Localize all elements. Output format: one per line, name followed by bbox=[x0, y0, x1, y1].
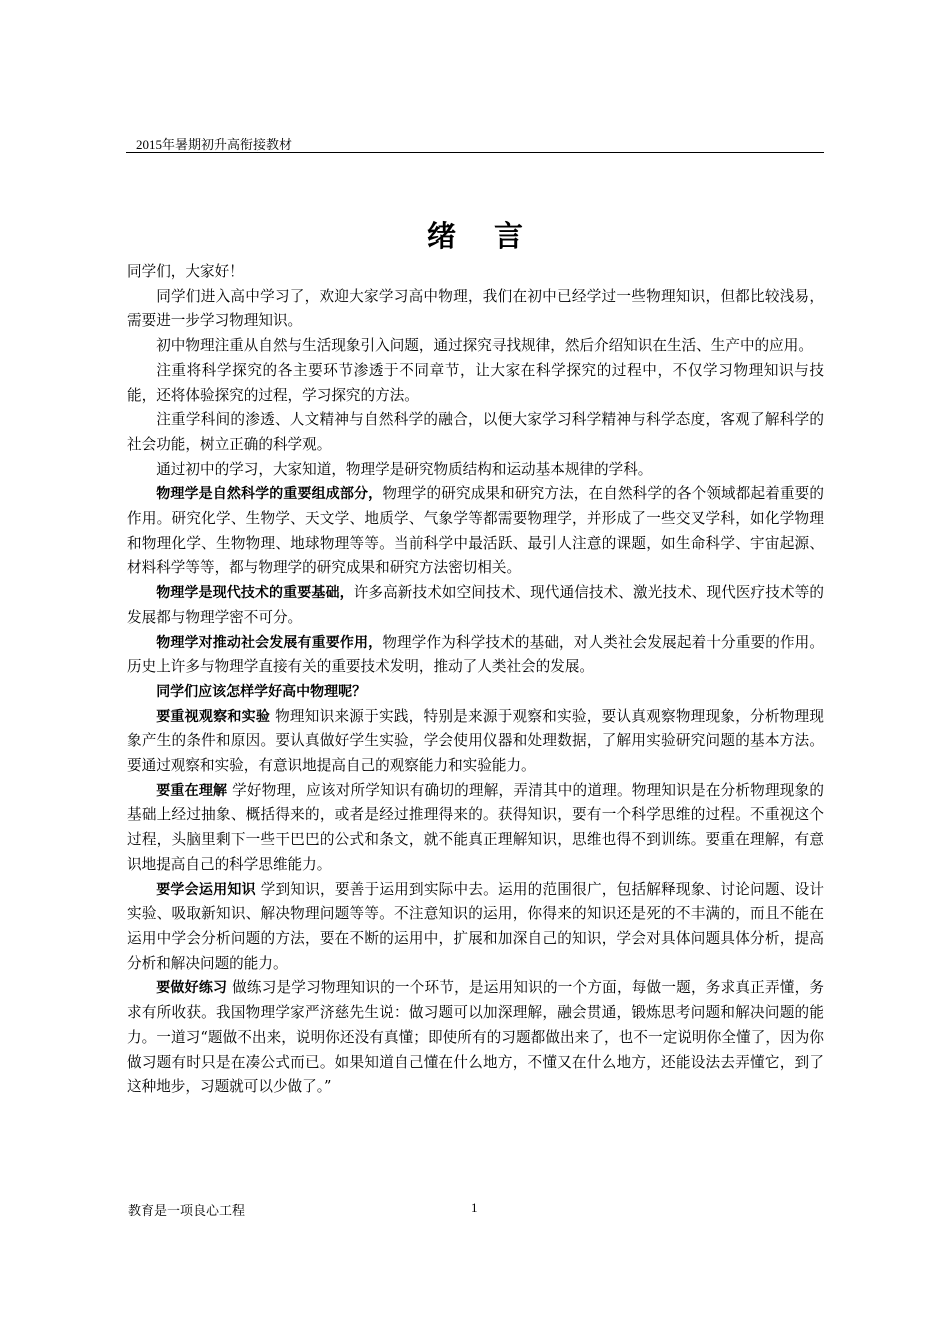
paragraph-text: 注重学科间的渗透、人文精神与自然科学的融合，以便大家学习科学精神与科学态度，客观了解科学的社会功能，树立正确的科学观。 bbox=[127, 411, 824, 453]
paragraph-text: 许多高新技术如空间技术、现代通信技术、激光技术、现代医疗技术等的发展都与物理学密不可分。 bbox=[127, 584, 824, 626]
paragraph-keyword: 同学们应该怎样学好高中物理呢？ bbox=[156, 683, 367, 700]
paragraph-5 bbox=[127, 458, 824, 483]
paragraph-keyword: 要重视观察和实验 bbox=[156, 708, 271, 725]
paragraph-exercises bbox=[127, 976, 824, 1100]
paragraph-society bbox=[127, 631, 824, 680]
body-text bbox=[127, 260, 824, 1100]
paragraph-4 bbox=[127, 408, 824, 457]
paragraph-2 bbox=[127, 334, 824, 359]
greeting: 同学们，大家好！ bbox=[127, 263, 244, 280]
paragraph-natural-science bbox=[127, 482, 824, 581]
page-title: 绪言 bbox=[426, 219, 561, 253]
paragraph-application bbox=[127, 878, 824, 977]
paragraph-keyword: 要做好练习 bbox=[156, 980, 228, 997]
paragraph-3 bbox=[127, 359, 824, 408]
paragraph-modern-tech bbox=[127, 581, 824, 630]
paragraph-text: 学好物理，应该对所学知识有确切的理解，弄清其中的道理。物理知识是在分析物理现象的基础上经过抽象、概括得来的，或者是经过推理得来的。获得知识，要有一个科学思维的过程。不重视这个过程，头脑里剩下一些干巴巴的公式和条文，就不能真正理解知识，思维也得不到训练。要重在理解，有意识地提高自己的科学思维能力。 bbox=[127, 781, 824, 873]
paragraph-keyword: 物理学是现代技术的重要基础， bbox=[156, 585, 354, 602]
paragraph-text: 同学们进入高中学习了，欢迎大家学习高中物理，我们在初中已经学过一些物理知识，但都比较浅易，需要进一步学习物理知识。 bbox=[127, 287, 824, 330]
paragraph-text: 做练习是学习物理知识的一个环节，是运用知识的一个方面，每做一题，务求真正弄懂，务求有所收获。我国物理学家严济慈先生说：做习题可以加深理解，融会贯通，锻炼思考问题和解决问题的能力。一道习“题做不出来，说明你还没有真懂；即使所有的习题都做出来了，也不一定说明你全懂了，因为你做习题有时只是在凑公式而已。如果知道自己懂在什么地方，不懂又在什么地方，还能设法去弄懂它，到了这种地步，习题就可以少做了。” bbox=[127, 979, 824, 1096]
paragraph-keyword: 要学会运用知识 bbox=[156, 881, 256, 898]
paragraph-text: 物理学作为科学技术的基础，对人类社会发展起着十分重要的作用。历史上许多与物理学直接有关的重要技术发明，推动了人类社会的发展。 bbox=[127, 633, 825, 676]
running-header: 2015年暑期初升高衔接教材 bbox=[136, 137, 293, 152]
page-number: 1 bbox=[471, 1200, 478, 1215]
paragraph-keyword: 要重在理解 bbox=[156, 782, 228, 799]
paragraph-keyword: 物理学是自然科学的重要组成部分， bbox=[156, 486, 383, 503]
paragraph-text: 物理学的研究成果和研究方法，在自然科学的各个领域都起着重要的作用。研究化学、生物学、天文学、地质学、气象学等都需要物理学，并形成了一些交叉学科，如化学物理和物理化学、生物物理、地球物理等等。当前科学中最活跃、最引人注意的课题，如生命科学、宇宙起源、材料科学等等，都与物理学的研究成果和研究方法密切相关。 bbox=[127, 485, 825, 577]
paragraph-keyword: 物理学对推动社会发展有重要作用， bbox=[156, 634, 383, 651]
paragraph-question bbox=[127, 680, 824, 705]
paragraph-understanding bbox=[127, 779, 824, 878]
paragraph-text: 学到知识，要善于运用到实际中去。运用的范围很广，包括解释现象、讨论问题、设计实验、吸取新知识、解决物理问题等等。不注意知识的运用，你得来的知识还是死的不丰满的，而且不能在运用中学会分析问题的方法，要在不断的运用中，扩展和加深自己的知识，学会对具体问题具体分析，提高分析和解决问题的能力。 bbox=[127, 880, 824, 972]
paragraph-text: 初中物理注重从自然与生活现象引入问题，通过探究寻找规律，然后介绍知识在生活、生产中的应用。 bbox=[156, 337, 813, 355]
paragraph-observation bbox=[127, 705, 824, 779]
paragraph-text: 通过初中的学习，大家知道，物理学是研究物质结构和运动基本规律的学科。 bbox=[156, 460, 653, 478]
header-divider bbox=[126, 152, 824, 153]
paragraph-text: 注重将科学探究的各主要环节渗透于不同章节，让大家在科学探究的过程中，不仅学习物理知识与技能，还将体验探究的过程，学习探究的方法。 bbox=[127, 361, 824, 404]
paragraph-text: 物理知识来源于实践，特别是来源于观察和实验，要认真观察物理现象，分析物理现象产生的条件和原因。要认真做好学生实验，学会使用仪器和处理数据，了解用实验研究问题的基本方法。要通过观察和实验，有意识地提高自己的观察能力和实验能力。 bbox=[127, 707, 824, 775]
footer-slogan: 教育是一项良心工程 bbox=[128, 1204, 246, 1219]
paragraph-1 bbox=[127, 285, 824, 334]
